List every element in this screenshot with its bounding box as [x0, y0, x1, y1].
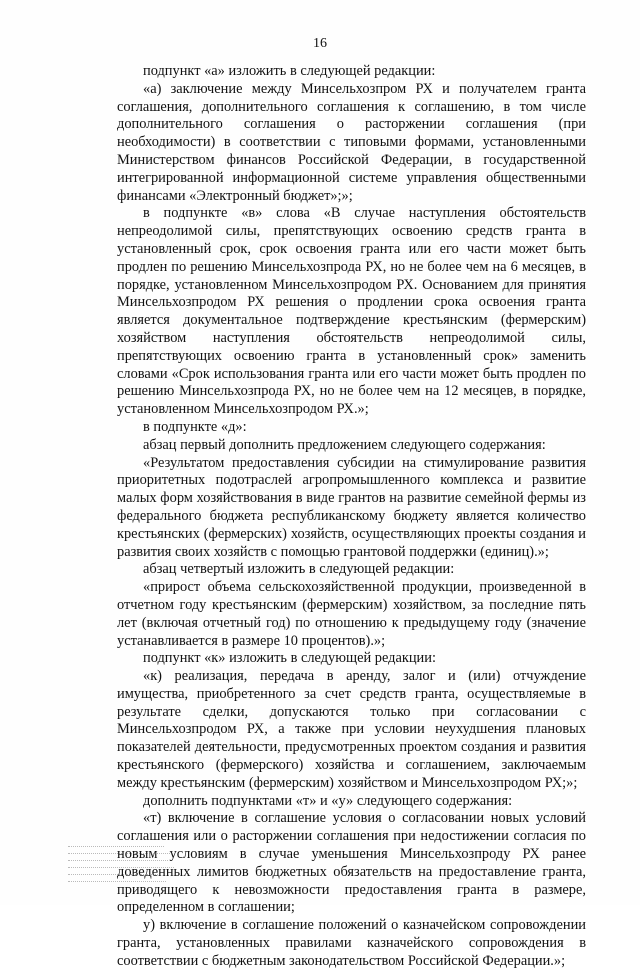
paragraph: «к) реализация, передача в аренду, залог и (или) отчуждение имущества, приобретенного за счет средств гранта, осуществляемые в результате сделки, допускаются только при согласовании с Минсельхозпродом РХ, а также при условии неухудшения плановых показателей деятельности, предусмотренных проектом создания и развития крестьянского (фермерского) хозяйства и соглашением, заключаемым между крестьянским (фермерским) хозяйством и Минсельхозпродом РХ;»;	[117, 668, 586, 791]
paragraph: дополнить подпунктами «т» и «у» следующего содержания:	[143, 792, 513, 809]
paragraph: «а) заключение между Минсельхозпром РХ и получателем гранта соглашения, дополнительного соглашения к соглашению, в том числе дополнительного соглашения о расторжении соглашения (при необходимости) в соответствии с типовыми формами, установленными Министерством финансов Российской Федерации, в государственной интегрированной информационной системе управления общественными финансами «Электронный бюджет»;»;	[117, 80, 586, 204]
paragraph: в подпункте «д»:	[143, 418, 247, 435]
paragraph: подпункт «к» изложить в следующей редакции:	[143, 650, 436, 667]
paragraph: в подпункте «в» слова «В случае наступления обстоятельств непреодолимой силы, препятствующих освоению средств гранта в установленный срок, срок освоения гранта или его части может быть продлен по решению Минсельхозпрода РХ, но не более чем на 6 месяцев, в порядке, установленном Минсельхозпродом РХ. Основанием для принятия Минсельхозпродом РХ решения о продлении срока освоения гранта является документальное подтверждение крестьянским (фермерским) хозяйством наступления обстоятельств непреодолимой силы, препятствующих освоению гранта в установленный срок» заменить словами «Срок использования гранта или его части может быть продлен по решению Минсельхозпрода РХ, но не более чем на 12 месяцев, в порядке, установленном Минсельхозпродом РХ.»;	[117, 205, 586, 418]
paragraph: абзац четвертый изложить в следующей редакции:	[143, 561, 455, 578]
paragraph: «прирост объема сельскохозяйственной продукции, произведенной в отчетном году крестьянским (фермерским) хозяйством, за последние пять лет (включая отчетный год) по отношению к предыдущему году (значение устанавливается в размере 10 процентов).»;	[117, 579, 586, 649]
paragraph: «т) включение в соглашение условия о согласовании новых условий соглашения или о расторжении соглашения при недостижении согласия по новым условиям в случае уменьшения Минсельхозпроду РХ ранее доведенных лимитов бюджетных обязательств на предоставление гранта, приводящего к невозможности предоставления гранта в размере, определенном в соглашении;	[117, 810, 586, 916]
paragraph: подпункт «а» изложить в следующей редакции:	[143, 63, 436, 79]
registration-stamp	[66, 842, 178, 886]
page-number: 16	[313, 36, 327, 51]
paragraph: у) включение в соглашение положений о казначейском сопровождении гранта, установленных правилами казначейского сопровождения в соответствии с бюджетным законодательством Российской Федерации.»;	[117, 917, 586, 969]
paragraph: «Результатом предоставления субсидии на стимулирование развития приоритетных подотраслей агропромышленного комплекса и развитие малых форм хозяйствования в виде грантов на развитие семейной фермы из федерального бюджета республиканскому бюджету является количество крестьянских (фермерских) хозяйств, осуществляющих проекты создания и развития своих хозяйств с помощью грантовой поддержки (единиц).»;	[117, 454, 586, 560]
paragraph: абзац первый дополнить предложением следующего содержания:	[143, 436, 546, 453]
document-body	[117, 63, 586, 971]
